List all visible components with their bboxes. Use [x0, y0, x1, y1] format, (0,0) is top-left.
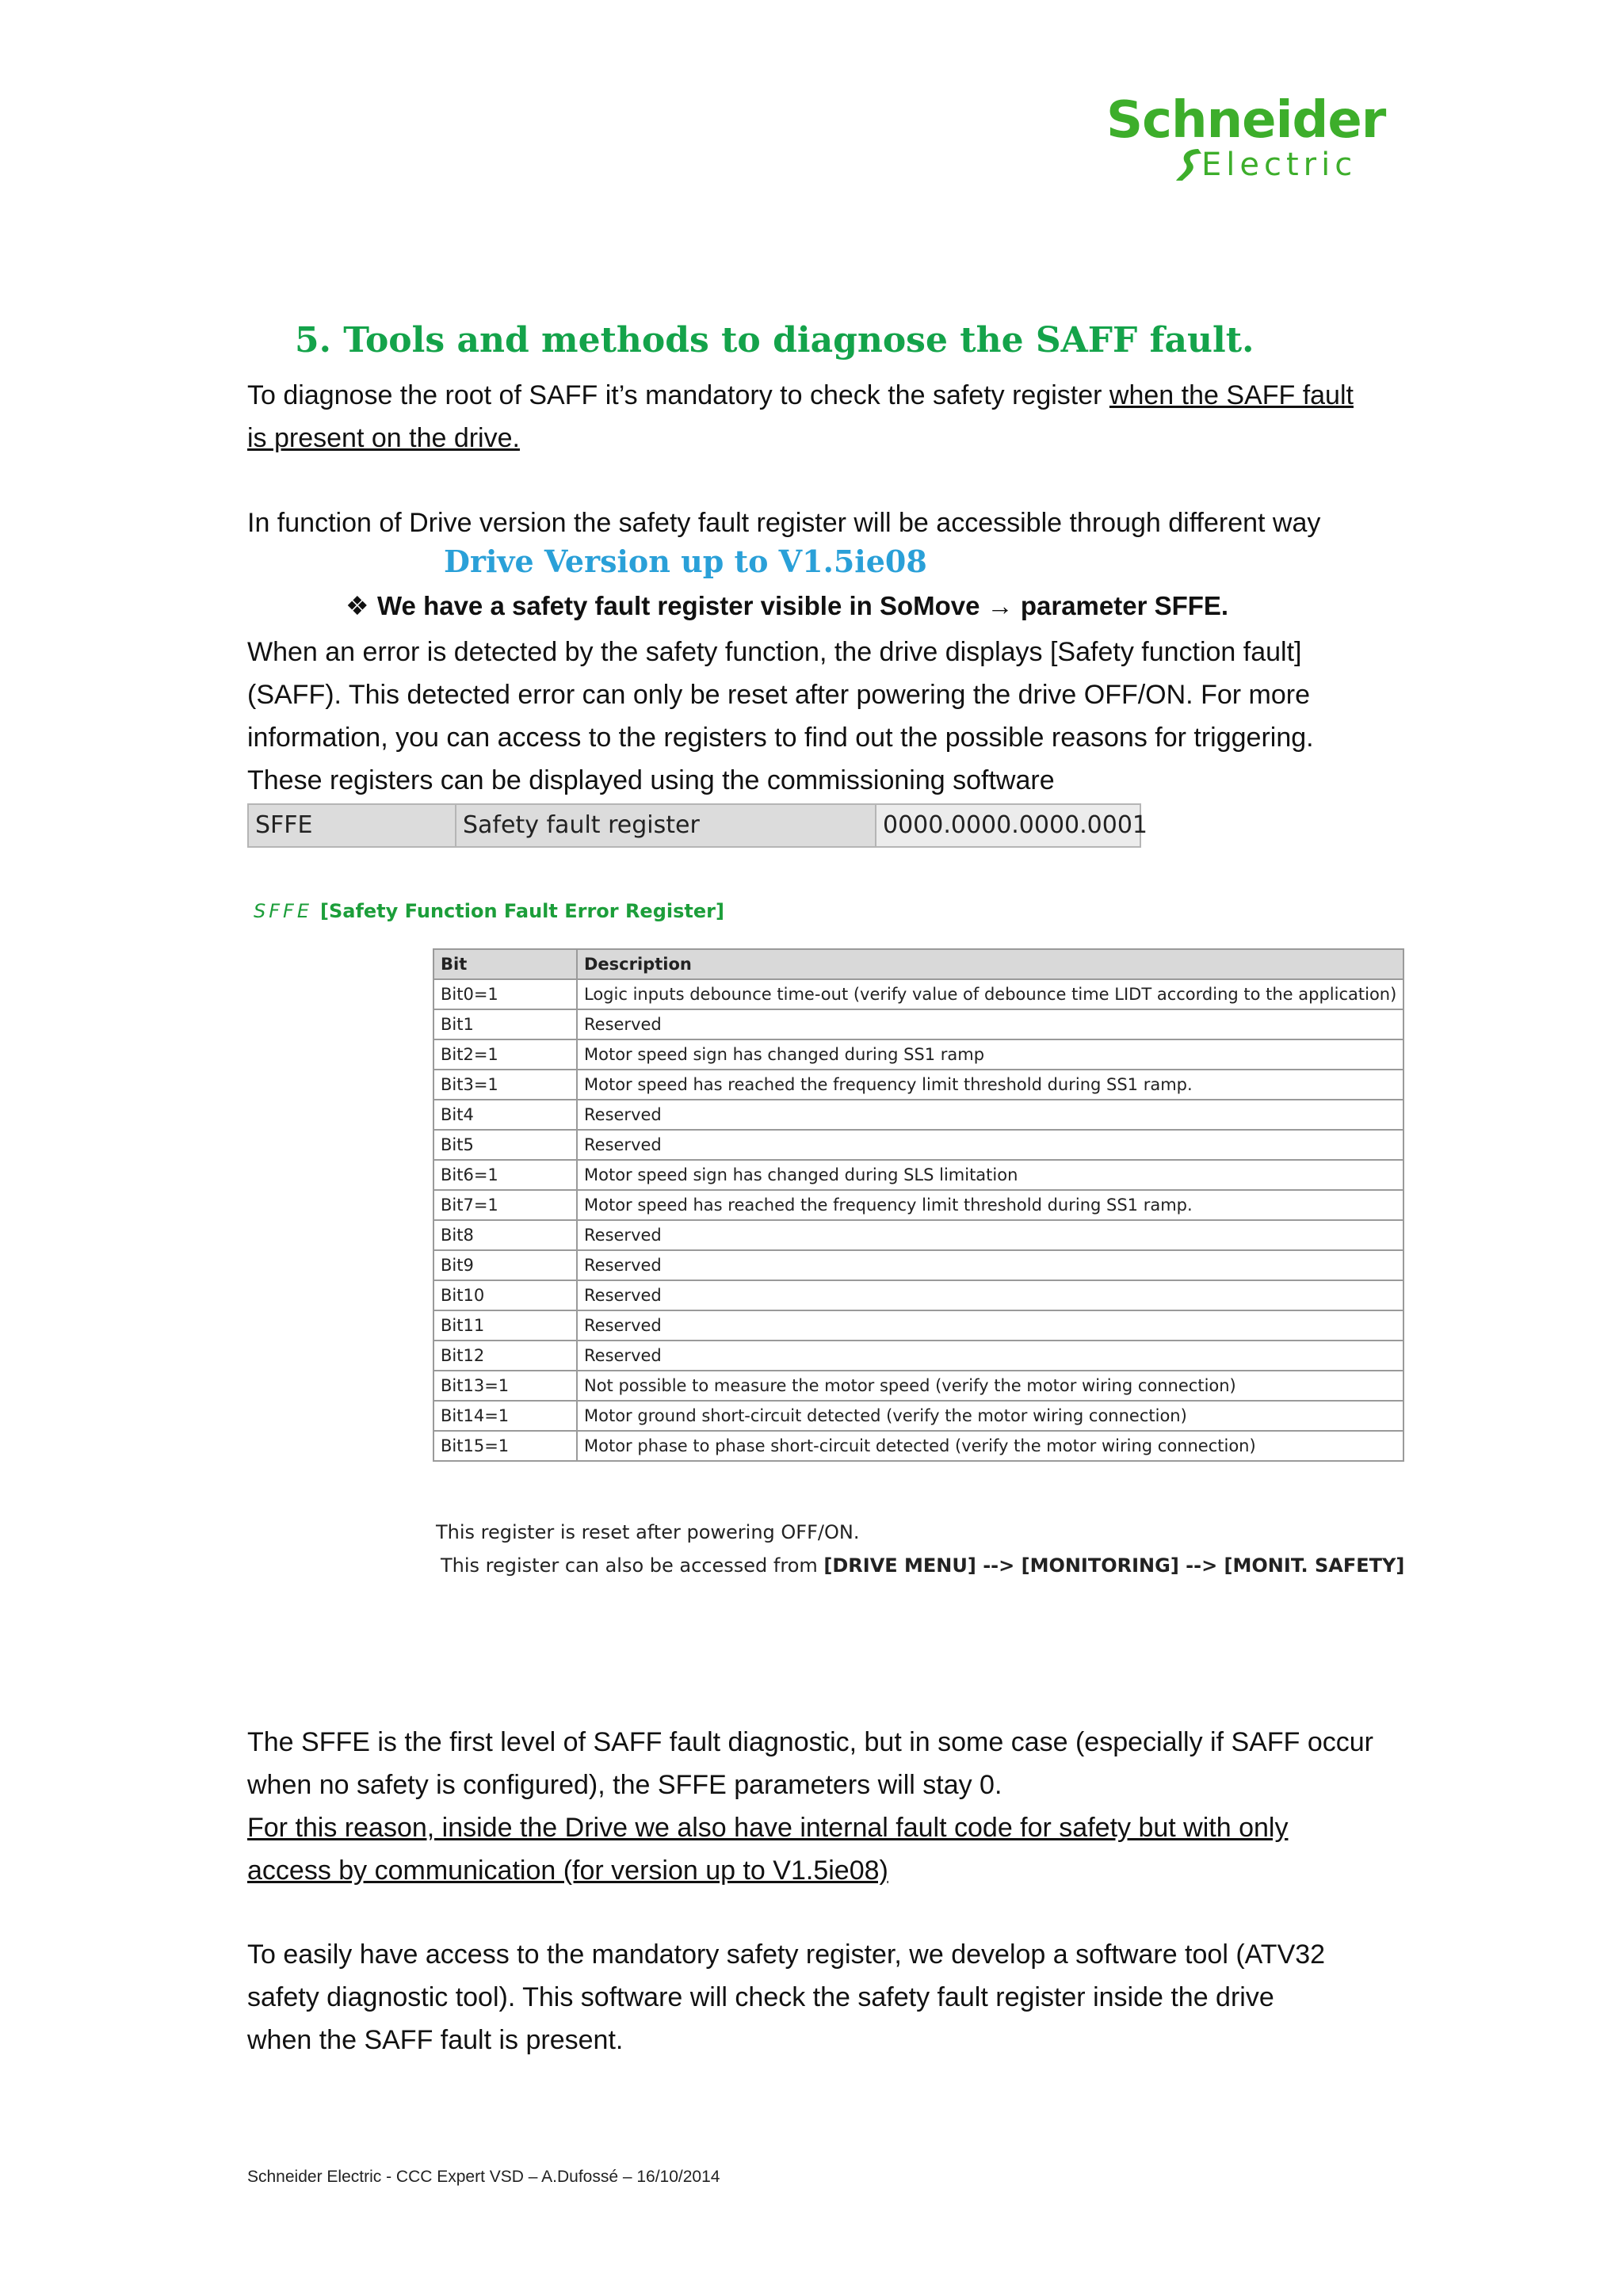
- bit-cell: Bit11: [433, 1310, 577, 1341]
- intro-underlined-text: when the SAFF fault: [1109, 380, 1354, 410]
- bit-cell: Bit2=1: [433, 1039, 577, 1070]
- bits-table: [433, 948, 1404, 1462]
- error-para-line-4: These registers can be displayed using the commissioning software: [247, 765, 1055, 795]
- table-row: [433, 1160, 1403, 1190]
- bit-cell: Bit8: [433, 1220, 577, 1250]
- description-cell: Not possible to measure the motor speed (verify the motor wiring connection): [577, 1371, 1403, 1401]
- sffe-value: 0000.0000.0000.0001: [876, 805, 1140, 846]
- bit-cell: Bit0=1: [433, 979, 577, 1009]
- version-line: In function of Drive version the safety fault register will be accessible through different way: [247, 508, 1321, 538]
- bit-cell: Bit3=1: [433, 1070, 577, 1100]
- description-cell: Reserved: [577, 1130, 1403, 1160]
- description-cell: Motor speed has reached the frequency limit threshold during SS1 ramp.: [577, 1190, 1403, 1220]
- description-cell: Motor speed sign has changed during SLS limitation: [577, 1160, 1403, 1190]
- drive-version-subheading: Drive Version up to V1.5ie08: [444, 543, 927, 579]
- header-description: Description: [577, 949, 1403, 979]
- page-footer: Schneider Electric - CCC Expert VSD – A.Dufossé – 16/10/2014: [247, 2168, 720, 2186]
- bit-cell: Bit15=1: [433, 1431, 577, 1461]
- description-cell: Reserved: [577, 1310, 1403, 1341]
- schneider-electric-logo: [1106, 91, 1386, 190]
- access-note-prefix: This register can also be accessed from: [441, 1554, 824, 1577]
- table-row: [433, 1070, 1403, 1100]
- bit-cell: Bit12: [433, 1341, 577, 1371]
- sffe-code: SFFE: [249, 805, 456, 846]
- bit-cell: Bit7=1: [433, 1190, 577, 1220]
- description-cell: Reserved: [577, 1250, 1403, 1280]
- description-cell: Motor speed has reached the frequency limit threshold during SS1 ramp.: [577, 1070, 1403, 1100]
- bit-cell: Bit9: [433, 1250, 577, 1280]
- description-cell: Reserved: [577, 1341, 1403, 1371]
- sffe-parameter-row: [247, 803, 1148, 848]
- description-cell: Motor ground short-circuit detected (verify the motor wiring connection): [577, 1401, 1403, 1431]
- register-title: [254, 900, 724, 922]
- header-bit: Bit: [433, 949, 577, 979]
- sffe-para-line-1: The SFFE is the first level of SAFF fault diagnostic, but in some case (especially if SAFF occur: [247, 1727, 1373, 1757]
- bit-cell: Bit13=1: [433, 1371, 577, 1401]
- table-row: [433, 1039, 1403, 1070]
- table-row: [433, 1009, 1403, 1039]
- description-cell: Logic inputs debounce time-out (verify value of debounce time LIDT according to the application): [577, 979, 1403, 1009]
- description-cell: Motor phase to phase short-circuit detected (verify the motor wiring connection): [577, 1431, 1403, 1461]
- register-label: [Safety Function Fault Error Register]: [320, 900, 724, 922]
- table-row: [433, 1250, 1403, 1280]
- description-cell: Reserved: [577, 1280, 1403, 1310]
- bullet-item: [346, 590, 1228, 621]
- reason-para-line-1: For this reason, inside the Drive we also have internal fault code for safety but with only: [247, 1813, 1289, 1843]
- access-note: [441, 1554, 1404, 1577]
- bit-cell: Bit4: [433, 1100, 577, 1130]
- table-row: [433, 1371, 1403, 1401]
- table-row: [433, 1100, 1403, 1130]
- tool-para-line-1: To easily have access to the mandatory safety register, we develop a software tool (ATV32: [247, 1939, 1326, 1970]
- table-row: [433, 1401, 1403, 1431]
- error-para-line-3: information, you can access to the registers to find out the possible reasons for triggering.: [247, 723, 1314, 753]
- table-row: [433, 1431, 1403, 1461]
- description-cell: Reserved: [577, 1100, 1403, 1130]
- section-heading: 5. Tools and methods to diagnose the SAFF fault.: [295, 320, 1254, 360]
- description-cell: Reserved: [577, 1220, 1403, 1250]
- table-row: [433, 1310, 1403, 1341]
- table-row: [433, 979, 1403, 1009]
- bit-cell: Bit1: [433, 1009, 577, 1039]
- table-row: [433, 1341, 1403, 1371]
- diamond-bullet-icon: ❖: [346, 590, 369, 621]
- error-para-line-1: When an error is detected by the safety function, the drive displays [Safety function fault]: [247, 637, 1302, 667]
- error-para-line-2: (SAFF). This detected error can only be reset after powering the drive OFF/ON. For more: [247, 680, 1310, 710]
- table-row: [433, 1190, 1403, 1220]
- intro-line-2: is present on the drive.: [247, 423, 520, 453]
- bit-cell: Bit5: [433, 1130, 577, 1160]
- intro-text: To diagnose the root of SAFF it’s mandatory to check the safety register: [247, 380, 1109, 410]
- table-row: [433, 1220, 1403, 1250]
- bit-cell: Bit6=1: [433, 1160, 577, 1190]
- reason-para-line-2: access by communication (for version up to V1.5ie08): [247, 1855, 888, 1886]
- logo-wordmark-bottom: Electric: [1201, 147, 1358, 183]
- bit-cell: Bit14=1: [433, 1401, 577, 1431]
- bullet-text: We have a safety fault register visible in SoMove → parameter SFFE.: [377, 591, 1229, 620]
- tool-para-line-2: safety diagnostic tool). This software will check the safety fault register inside the drive: [247, 1982, 1274, 2012]
- table-header-row: [433, 949, 1403, 979]
- description-cell: Reserved: [577, 1009, 1403, 1039]
- logo-wordmark-top: Schneider: [1106, 91, 1386, 150]
- intro-line-1: [247, 374, 1354, 417]
- sffe-para-line-2: when no safety is configured), the SFFE parameters will stay 0.: [247, 1770, 1002, 1800]
- table-row: [433, 1280, 1403, 1310]
- reset-note: This register is reset after powering OFF/ON.: [436, 1521, 860, 1543]
- sffe-name: Safety fault register: [456, 805, 876, 846]
- bit-cell: Bit10: [433, 1280, 577, 1310]
- access-note-path: [DRIVE MENU] --> [MONITORING] --> [MONIT. SAFETY]: [823, 1554, 1405, 1577]
- description-cell: Motor speed sign has changed during SS1 ramp: [577, 1039, 1403, 1070]
- table-row: [433, 1130, 1403, 1160]
- tool-para-line-3: when the SAFF fault is present.: [247, 2025, 624, 2055]
- register-code: SFFE: [254, 900, 313, 922]
